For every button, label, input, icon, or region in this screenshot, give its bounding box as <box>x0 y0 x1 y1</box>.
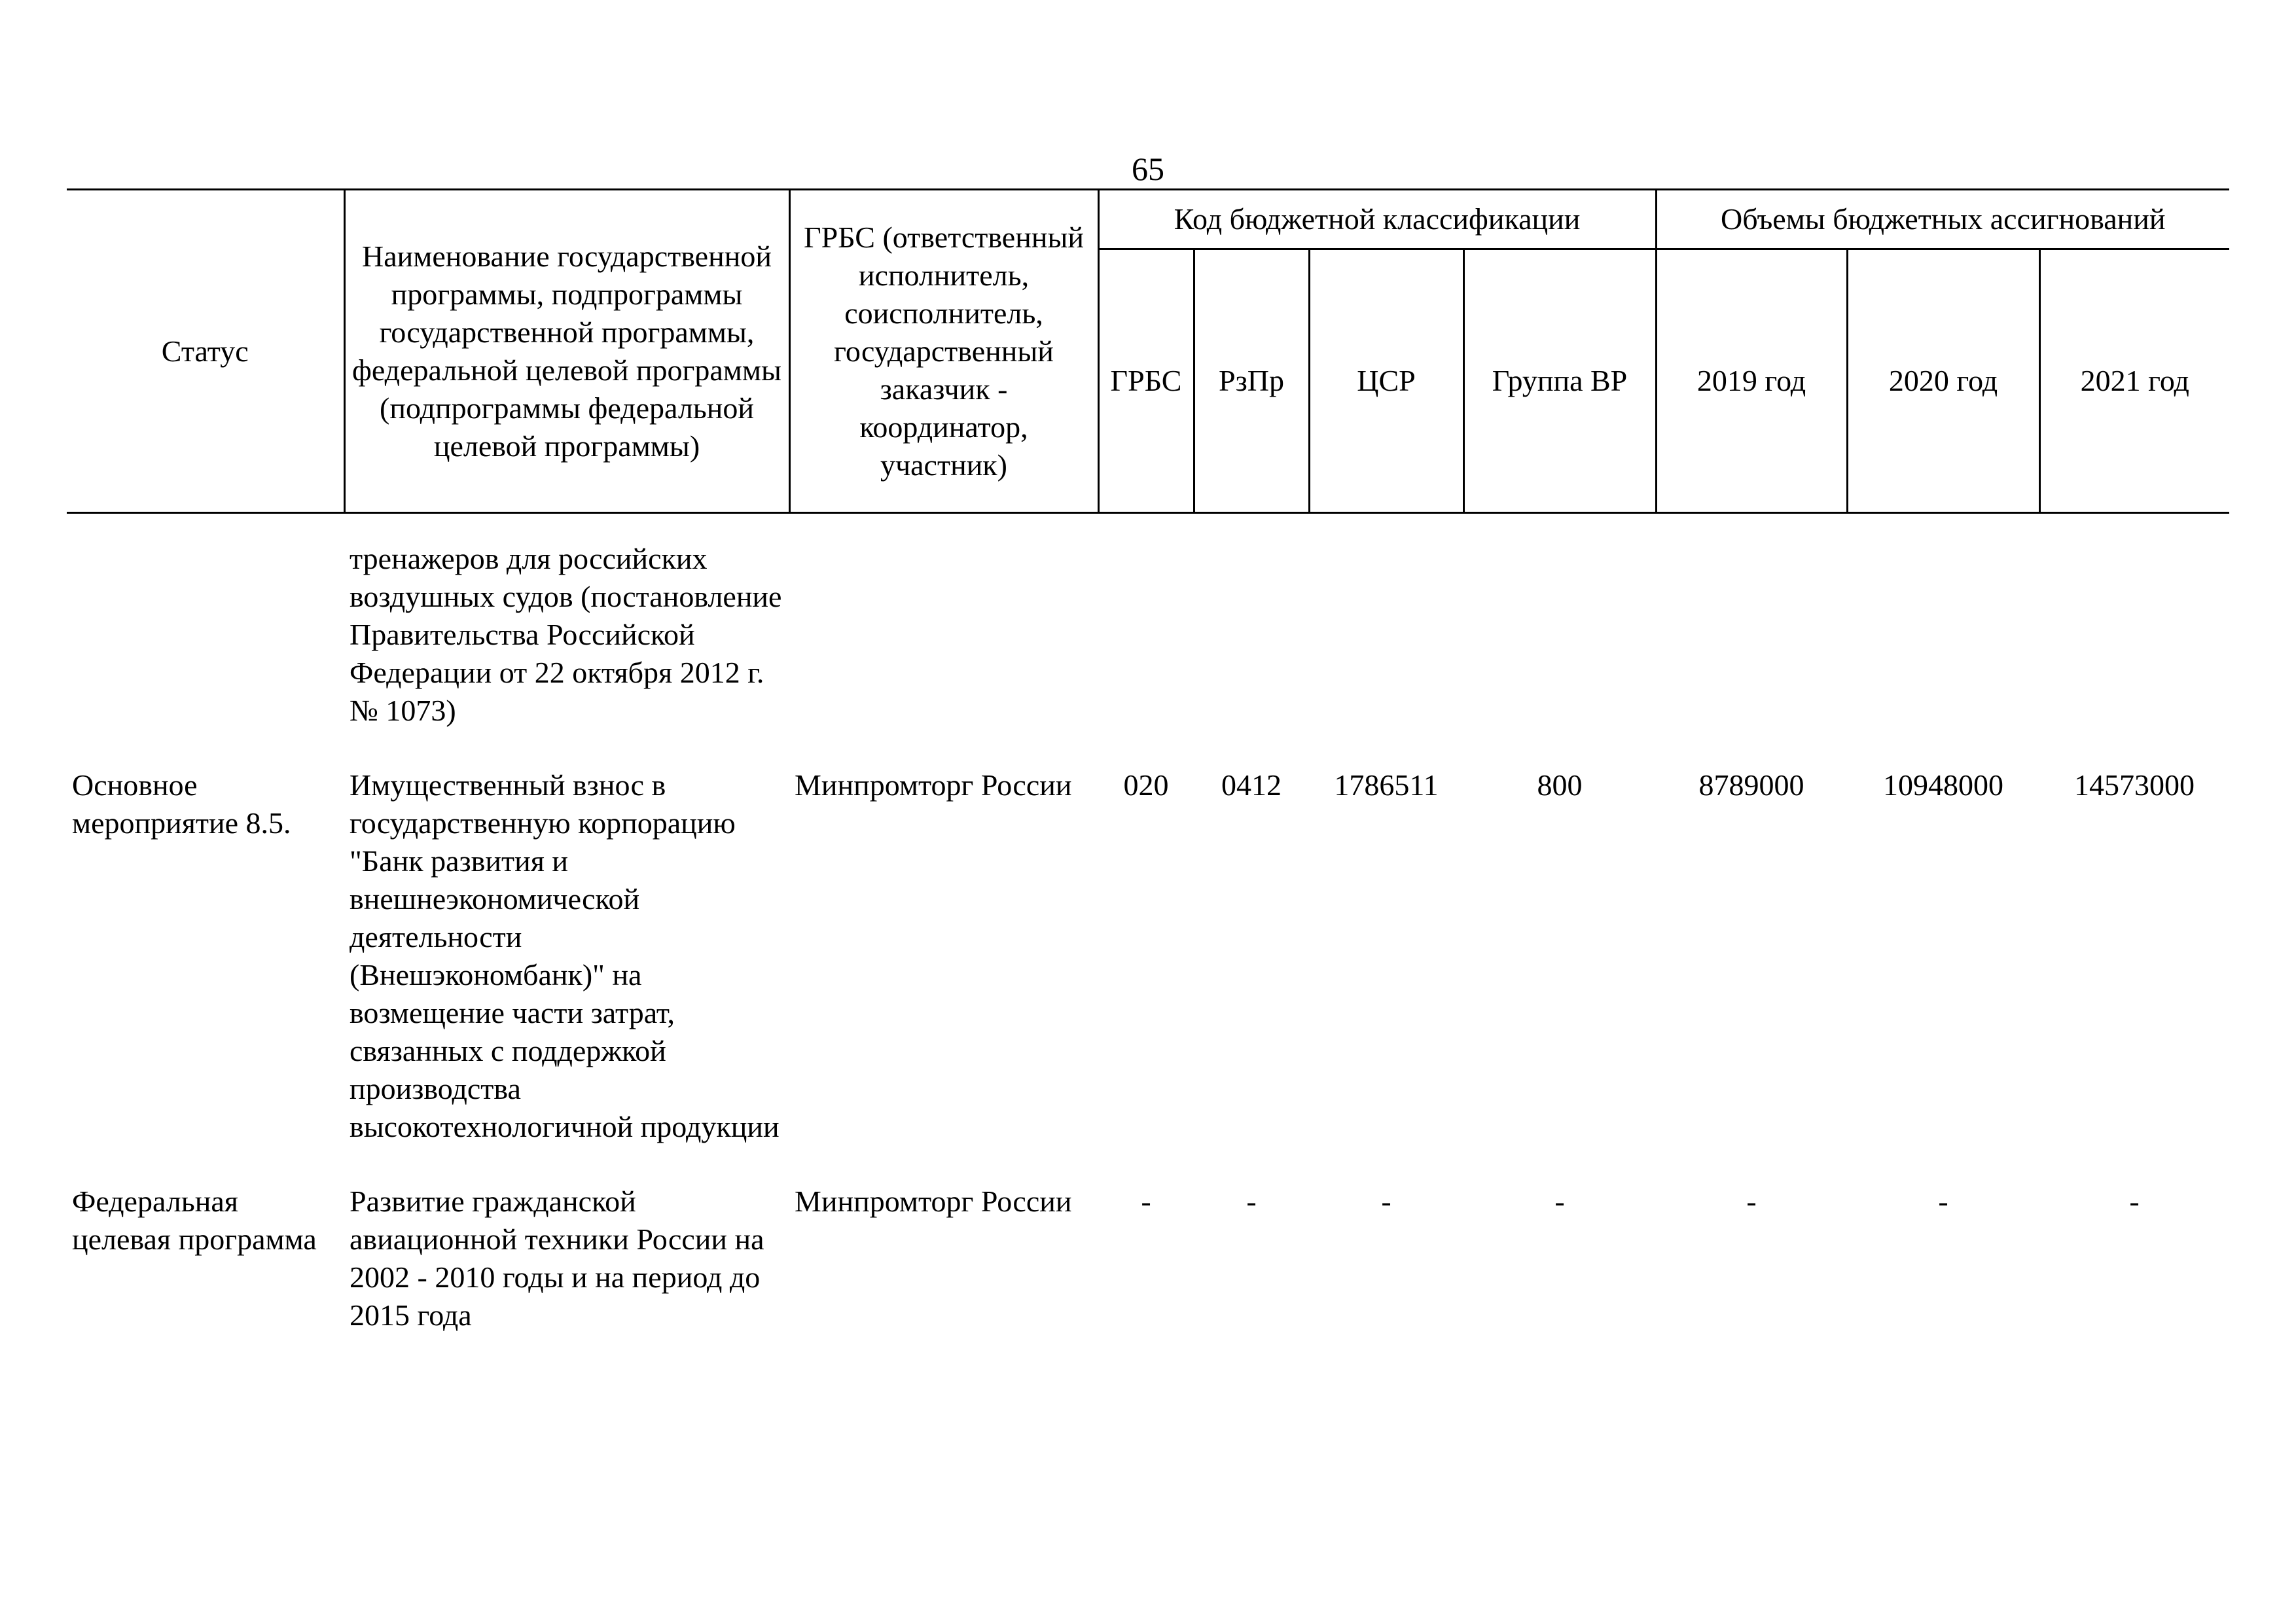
table-row <box>67 540 2229 766</box>
row-vr: - <box>1554 1185 1565 1218</box>
row-rzpr: 0412 <box>1221 768 1282 802</box>
row-code-grbs: 020 <box>1123 768 1169 802</box>
header-program-name: Наименование государственной программы, подпрограммы государственной программы, федеральной целевой программы (подпрограммы федеральной целевой программы) <box>344 190 789 513</box>
row-2021 <box>2039 540 2229 766</box>
row-2019: 8789000 <box>1698 768 1804 802</box>
row-grbs <box>789 540 1098 766</box>
row-2021: - <box>2129 1185 2140 1218</box>
header-code-rzpr: РзПр <box>1194 249 1309 513</box>
header-budget-volumes: Объемы бюджетных ассигнований <box>1656 190 2229 249</box>
row-2020 <box>1847 540 2039 766</box>
header-status: Статус <box>67 190 344 513</box>
row-2021: 14573000 <box>2074 768 2195 802</box>
budget-table <box>67 188 2229 1334</box>
row-rzpr: - <box>1246 1185 1257 1218</box>
row-2020: 10948000 <box>1883 768 2004 802</box>
header-budget-code: Код бюджетной классификации <box>1098 190 1656 249</box>
header-code-grbs: ГРБС <box>1098 249 1194 513</box>
table-row <box>67 766 2229 1183</box>
row-csr: 1786511 <box>1334 768 1439 802</box>
row-2019 <box>1656 540 1847 766</box>
row-code-grbs <box>1098 540 1194 766</box>
header-grbs: ГРБС (ответственный исполнитель, соисполнитель, государственный заказчик - координатор, участник) <box>789 190 1098 513</box>
row-program-name: тренажеров для российских воздушных судов (постановление Правительства Российской Федерации от 22 октября 2012 г. № 1073) <box>350 542 782 727</box>
header-year-2021: 2021 год <box>2039 249 2229 513</box>
row-program-name: Развитие гражданской авиационной техники России на 2002 - 2010 годы и на период до 2015 года <box>350 1185 764 1332</box>
row-status <box>67 540 344 766</box>
row-csr <box>1309 540 1463 766</box>
header-code-vr: Группа ВР <box>1463 249 1656 513</box>
row-2020: - <box>1938 1185 1948 1218</box>
row-status: Основное мероприятие 8.5. <box>72 768 291 840</box>
row-rzpr <box>1194 540 1309 766</box>
row-grbs: Минпромторг России <box>795 768 1072 802</box>
row-vr: 800 <box>1537 768 1583 802</box>
header-year-2019: 2019 год <box>1656 249 1847 513</box>
row-vr <box>1463 540 1656 766</box>
page-number: 65 <box>1132 151 1164 187</box>
row-csr: - <box>1381 1185 1391 1218</box>
table-row <box>67 1183 2229 1334</box>
row-grbs: Минпромторг России <box>795 1185 1072 1218</box>
row-code-grbs: - <box>1141 1185 1151 1218</box>
header-year-2020: 2020 год <box>1847 249 2039 513</box>
row-status: Федеральная целевая программа <box>72 1185 317 1256</box>
row-program-name: Имущественный взнос в государственную корпорацию "Банк развития и внешнеэкономической деятельности (Внешэкономбанк)" на возмещение части затрат, связанных с поддержкой производства высокотехнологичной продукции <box>350 768 780 1143</box>
row-2019: - <box>1746 1185 1757 1218</box>
header-code-csr: ЦСР <box>1309 249 1463 513</box>
